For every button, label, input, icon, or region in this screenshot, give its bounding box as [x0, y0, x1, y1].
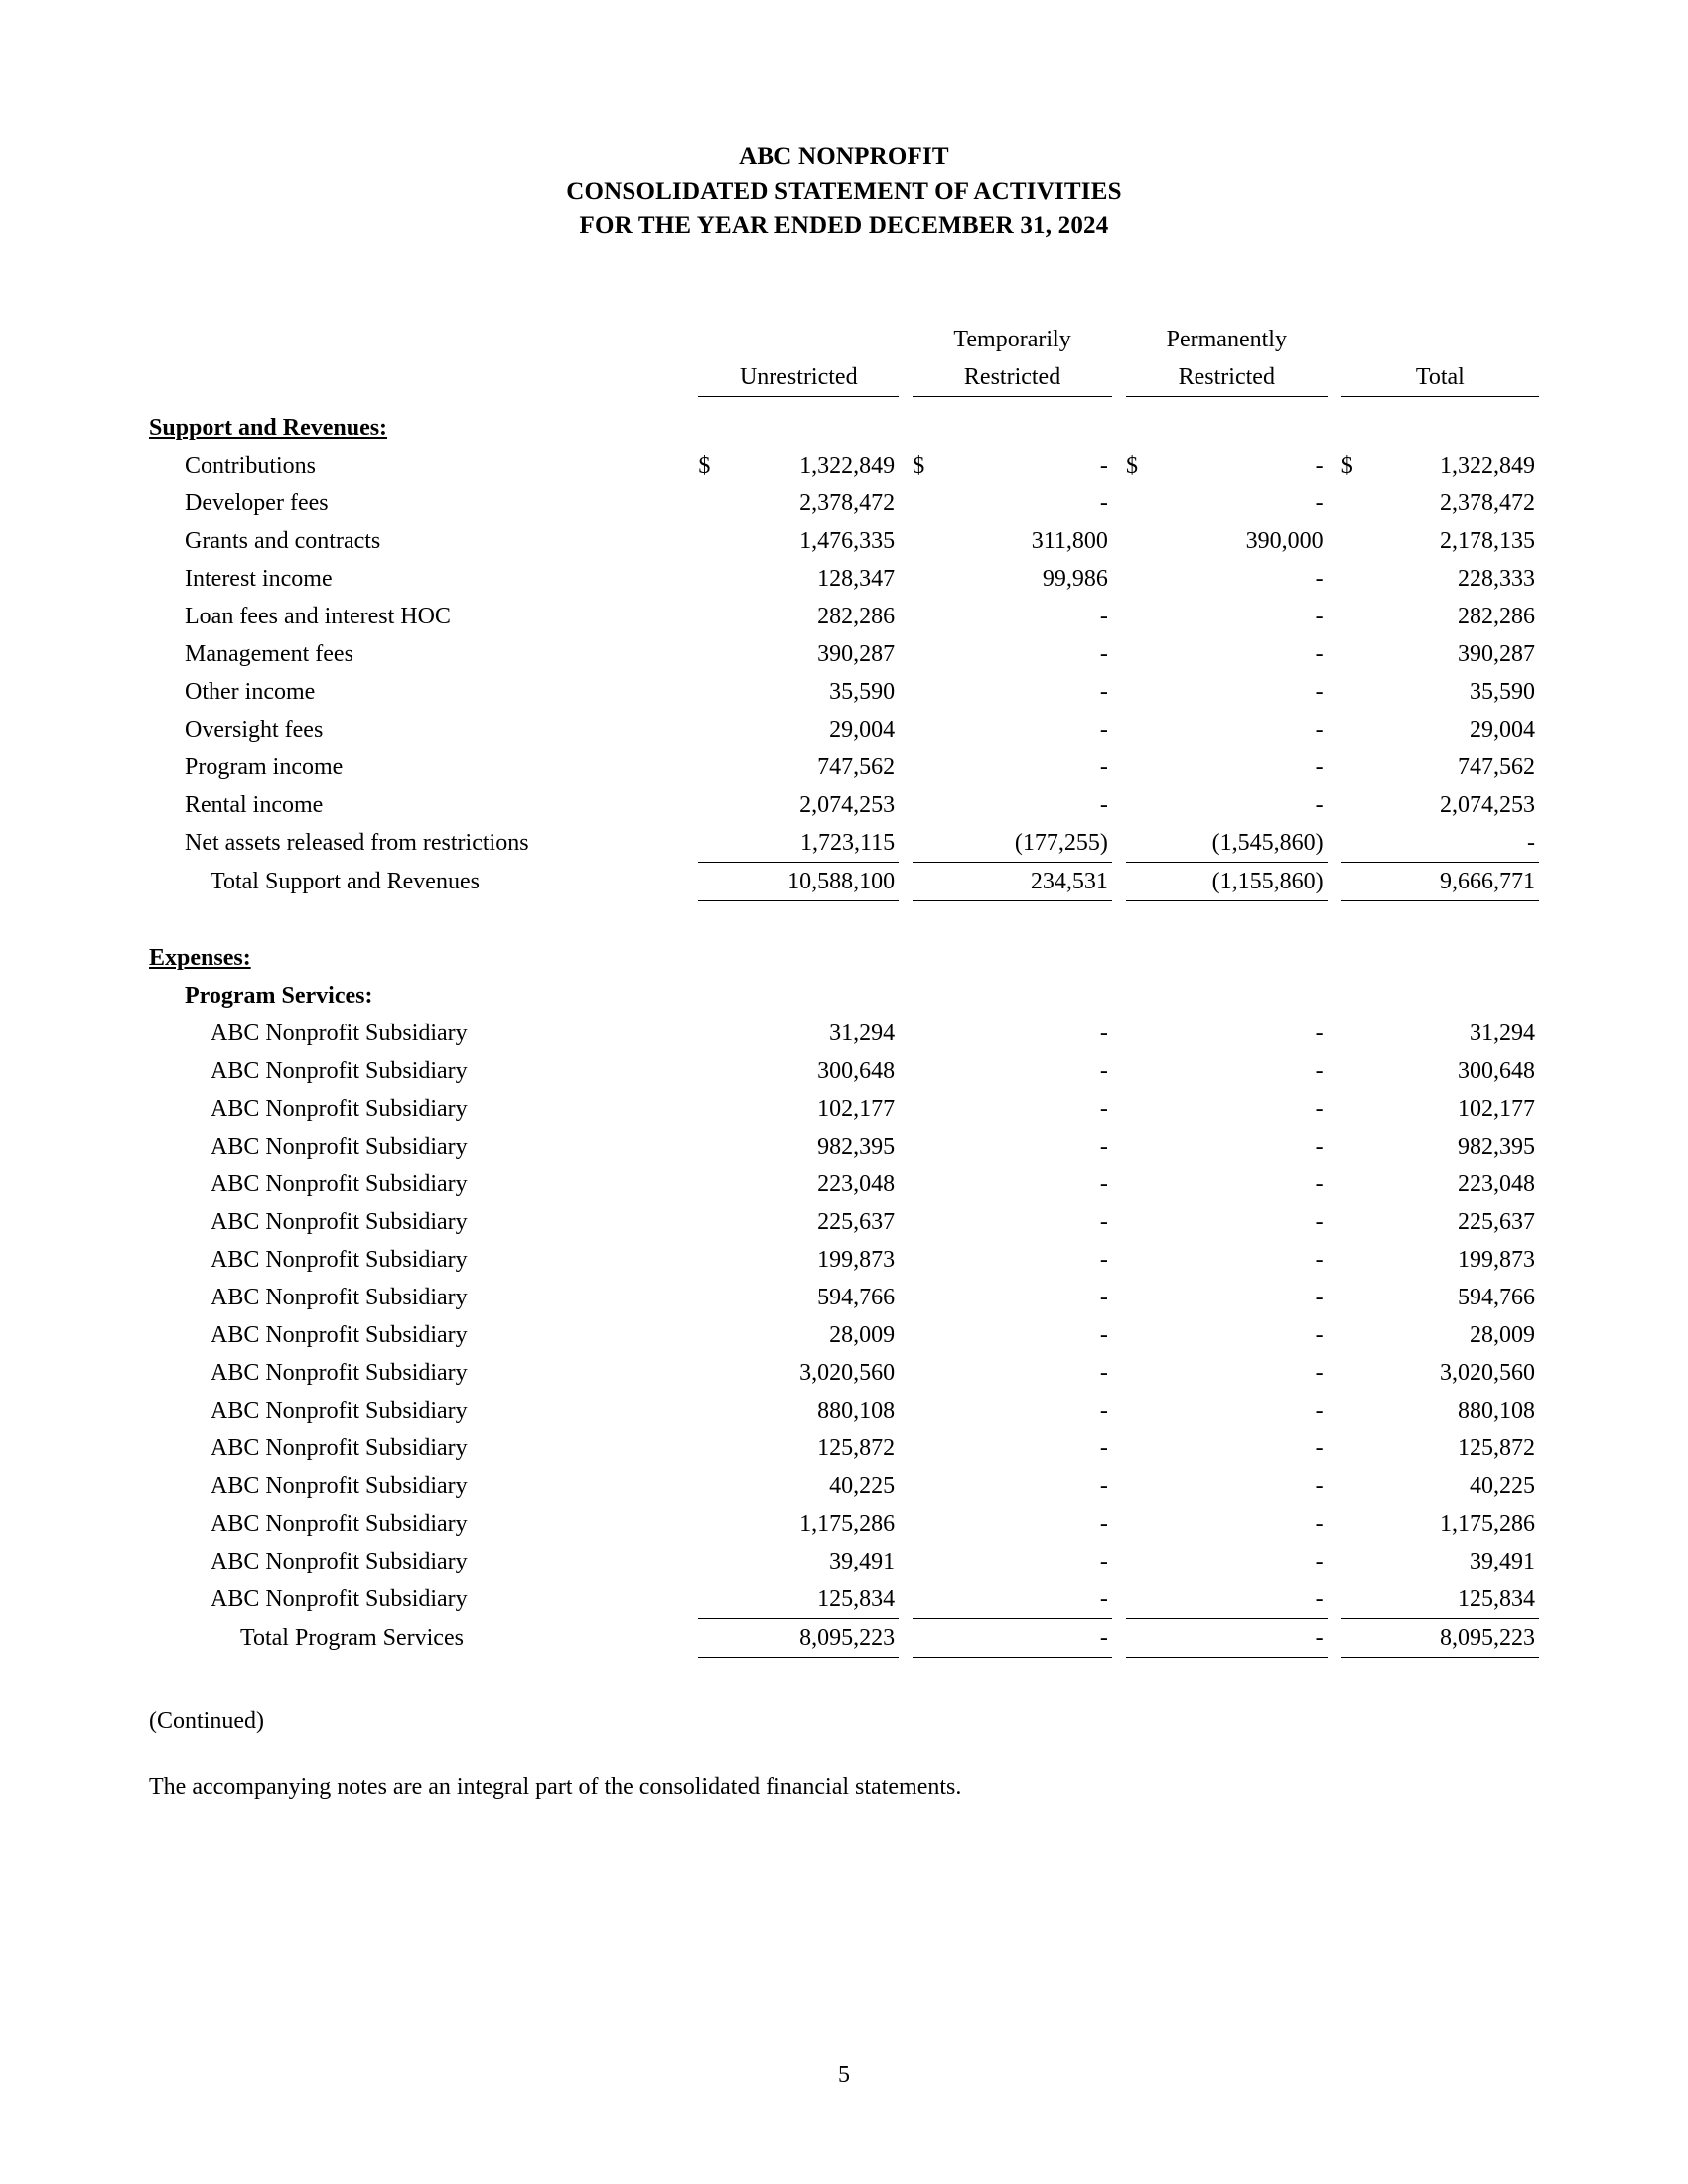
row-value-temporarily: -: [1099, 678, 1108, 705]
row-value-unrestricted: 125,834: [728, 1580, 899, 1619]
row-value-unrestricted: 28,009: [829, 1321, 896, 1348]
spacer: [149, 900, 1539, 927]
row-value-temporarily: -: [1099, 1472, 1108, 1499]
row-value-unrestricted: 282,286: [817, 603, 896, 629]
table-row: [149, 447, 1539, 484]
table-row: [149, 1052, 1539, 1090]
table-row: [149, 824, 1539, 863]
row-label: ABC Nonprofit Subsidiary: [211, 1548, 468, 1574]
table-row: [149, 1392, 1539, 1430]
row-value-total: 2,178,135: [1440, 527, 1535, 554]
row-value-permanently: -: [1315, 1548, 1324, 1574]
row-value-temporarily: -: [1099, 1284, 1108, 1310]
row-value-permanently: -: [1315, 1397, 1324, 1424]
row-value-temporarily: -: [1099, 1321, 1108, 1348]
row-label: Net assets released from restrictions: [185, 830, 529, 856]
table-row: [149, 1316, 1539, 1354]
row-value-permanently: -: [1315, 1284, 1324, 1310]
header-permanently-line1: Permanently: [1166, 327, 1287, 352]
row-value-total: 39,491: [1470, 1548, 1535, 1574]
row-value-unrestricted: 125,872: [817, 1434, 896, 1461]
title-line-3: FOR THE YEAR ENDED DECEMBER 31, 2024: [579, 212, 1109, 239]
row-value-permanently: -: [1315, 678, 1324, 705]
table-row: [149, 1279, 1539, 1316]
table-row: [149, 1015, 1539, 1052]
column-header-line2-row: [149, 358, 1539, 397]
table-row: [149, 598, 1539, 635]
header-unrestricted: Unrestricted: [698, 358, 899, 397]
table-row: [149, 635, 1539, 673]
row-label: ABC Nonprofit Subsidiary: [211, 1472, 468, 1499]
row-label: Developer fees: [185, 489, 329, 516]
row-value-unrestricted: 1,322,849: [799, 452, 896, 478]
table-row: [149, 1241, 1539, 1279]
total-value-temporarily: -: [942, 1618, 1112, 1657]
table-row: [149, 1203, 1539, 1241]
row-value-unrestricted: 35,590: [829, 678, 896, 705]
total-label: Total Program Services: [240, 1625, 464, 1651]
row-value-total: 300,648: [1458, 1057, 1535, 1084]
row-value-permanently: 390,000: [1245, 527, 1324, 554]
row-value-temporarily: 99,986: [1042, 565, 1108, 592]
row-label: ABC Nonprofit Subsidiary: [211, 1246, 468, 1273]
row-value-temporarily: (177,255): [942, 824, 1112, 863]
row-value-permanently: -: [1315, 1057, 1324, 1084]
row-label: Program income: [185, 753, 344, 780]
row-value-temporarily: -: [1099, 640, 1108, 667]
row-value-permanently: -: [1315, 753, 1324, 780]
row-value-temporarily: -: [1099, 1246, 1108, 1273]
row-value-permanently: -: [1315, 565, 1324, 592]
row-value-total: 199,873: [1458, 1246, 1535, 1273]
row-value-permanently: -: [1315, 640, 1324, 667]
row-label: ABC Nonprofit Subsidiary: [211, 1057, 468, 1084]
row-value-unrestricted: 594,766: [817, 1284, 896, 1310]
currency-symbol: $: [1125, 452, 1138, 478]
total-row: [149, 1618, 1539, 1657]
table-row: [149, 1165, 1539, 1203]
row-label: Grants and contracts: [185, 527, 381, 554]
row-value-permanently: -: [1315, 791, 1324, 818]
row-value-unrestricted: 2,074,253: [799, 791, 896, 818]
row-value-permanently: -: [1315, 716, 1324, 743]
row-value-permanently: (1,545,860): [1155, 824, 1327, 863]
row-value-total: 102,177: [1458, 1095, 1535, 1122]
table-row: [149, 1467, 1539, 1505]
row-value-temporarily: -: [1099, 1510, 1108, 1537]
total-value-unrestricted: 10,588,100: [728, 862, 899, 900]
header-total-line1: [1341, 321, 1539, 358]
row-value-temporarily: -: [1099, 1434, 1108, 1461]
currency-symbol: $: [698, 452, 711, 478]
table-row: [149, 1543, 1539, 1580]
row-value-permanently: -: [1315, 1359, 1324, 1386]
row-value-total: 228,333: [1458, 565, 1535, 592]
row-value-permanently: -: [1155, 1580, 1327, 1619]
row-value-permanently: -: [1315, 1208, 1324, 1235]
row-value-total: 225,637: [1458, 1208, 1535, 1235]
row-value-total: 3,020,560: [1440, 1359, 1535, 1386]
row-label: Oversight fees: [185, 716, 324, 743]
row-value-temporarily: -: [1099, 603, 1108, 629]
total-value-total: 8,095,223: [1370, 1618, 1539, 1657]
row-value-unrestricted: 300,648: [817, 1057, 896, 1084]
row-label: Management fees: [185, 640, 353, 667]
table-row: [149, 484, 1539, 522]
row-value-total: 2,378,472: [1440, 489, 1535, 516]
expenses-section-heading-row: [149, 927, 1539, 977]
total-value-total: 9,666,771: [1370, 862, 1539, 900]
table-row: [149, 711, 1539, 749]
table-row: [149, 786, 1539, 824]
row-value-unrestricted: 39,491: [829, 1548, 896, 1574]
row-value-temporarily: -: [1099, 1359, 1108, 1386]
row-value-total: 31,294: [1470, 1020, 1535, 1046]
row-value-permanently: -: [1315, 1170, 1324, 1197]
row-value-total: 223,048: [1458, 1170, 1535, 1197]
program-services-heading-row: [149, 977, 1539, 1015]
total-row: [149, 862, 1539, 900]
row-value-temporarily: -: [1099, 1548, 1108, 1574]
header-unrestricted-line1: [698, 321, 899, 358]
statement-of-activities-table: [149, 321, 1539, 1658]
row-value-total: 35,590: [1470, 678, 1535, 705]
support-section-heading-row: [149, 397, 1539, 447]
row-value-total: 40,225: [1470, 1472, 1535, 1499]
row-value-unrestricted: 880,108: [817, 1397, 896, 1424]
row-label: ABC Nonprofit Subsidiary: [211, 1284, 468, 1310]
row-value-unrestricted: 1,175,286: [799, 1510, 896, 1537]
row-value-temporarily: 311,800: [1031, 527, 1108, 554]
row-value-total: 1,175,286: [1440, 1510, 1535, 1537]
row-value-temporarily: -: [1099, 1208, 1108, 1235]
row-value-temporarily: -: [1099, 753, 1108, 780]
row-value-unrestricted: 982,395: [817, 1133, 896, 1160]
table-row: [149, 749, 1539, 786]
row-label: ABC Nonprofit Subsidiary: [211, 1321, 468, 1348]
row-value-temporarily: -: [1099, 791, 1108, 818]
currency-symbol: $: [1340, 452, 1353, 478]
total-value-permanently: (1,155,860): [1155, 862, 1327, 900]
expenses-section-heading: Expenses:: [149, 944, 251, 971]
header-permanently-restricted: Restricted: [1126, 358, 1328, 397]
row-value-total: 28,009: [1470, 1321, 1535, 1348]
row-value-temporarily: -: [1099, 716, 1108, 743]
row-label: ABC Nonprofit Subsidiary: [211, 1133, 468, 1160]
row-value-unrestricted: 223,048: [817, 1170, 896, 1197]
table-row: [149, 522, 1539, 560]
row-value-total: 2,074,253: [1440, 791, 1535, 818]
row-label: ABC Nonprofit Subsidiary: [211, 1208, 468, 1235]
row-value-temporarily: -: [1099, 489, 1108, 516]
table-row: [149, 673, 1539, 711]
row-label: Interest income: [185, 565, 333, 592]
row-value-total: 1,322,849: [1440, 452, 1535, 478]
row-value-unrestricted: 1,476,335: [799, 527, 896, 554]
row-value-unrestricted: 225,637: [817, 1208, 896, 1235]
row-value-total: 125,872: [1458, 1434, 1535, 1461]
row-value-total: -: [1370, 824, 1539, 863]
table-row: [149, 560, 1539, 598]
accompanying-notes-text: The accompanying notes are an integral part of the consolidated financial statements.: [149, 1773, 962, 1800]
table-row: [149, 1354, 1539, 1392]
row-value-temporarily: -: [1099, 1170, 1108, 1197]
row-value-unrestricted: 102,177: [817, 1095, 896, 1122]
row-label: Rental income: [185, 791, 324, 818]
row-label: Other income: [185, 678, 316, 705]
table-row: [149, 1580, 1539, 1619]
program-services-heading: Program Services:: [185, 982, 373, 1009]
row-value-permanently: -: [1315, 1020, 1324, 1046]
row-value-temporarily: -: [1099, 1057, 1108, 1084]
column-header-line1-row: [149, 321, 1539, 358]
row-value-unrestricted: 747,562: [817, 753, 896, 780]
total-value-permanently: -: [1155, 1618, 1327, 1657]
table-row: [149, 1128, 1539, 1165]
table-row: [149, 1505, 1539, 1543]
total-value-temporarily: 234,531: [942, 862, 1112, 900]
row-value-total: 29,004: [1470, 716, 1535, 743]
header-temporarily-line1: Temporarily: [953, 327, 1071, 352]
row-value-total: 282,286: [1458, 603, 1535, 629]
row-value-unrestricted: 128,347: [817, 565, 896, 592]
row-value-permanently: -: [1315, 1472, 1324, 1499]
row-value-permanently: -: [1315, 1246, 1324, 1273]
header-total: Total: [1341, 358, 1539, 397]
row-label: ABC Nonprofit Subsidiary: [211, 1434, 468, 1461]
row-value-temporarily: -: [942, 1580, 1112, 1619]
row-value-unrestricted: 2,378,472: [799, 489, 896, 516]
row-value-unrestricted: 3,020,560: [799, 1359, 896, 1386]
row-label: ABC Nonprofit Subsidiary: [211, 1510, 468, 1537]
row-value-temporarily: -: [1099, 1397, 1108, 1424]
document-title: [149, 139, 1539, 243]
row-value-permanently: -: [1315, 1133, 1324, 1160]
header-temporarily-restricted: Restricted: [913, 358, 1112, 397]
row-value-temporarily: -: [1099, 1095, 1108, 1122]
row-value-permanently: -: [1315, 1095, 1324, 1122]
row-value-total: 747,562: [1458, 753, 1535, 780]
title-line-1: ABC NONPROFIT: [739, 143, 949, 170]
row-value-total: 125,834: [1370, 1580, 1539, 1619]
header-blank-2: [149, 358, 698, 397]
row-label: Loan fees and interest HOC: [185, 603, 451, 629]
continued-note: (Continued): [149, 1707, 264, 1734]
row-value-permanently: -: [1315, 1321, 1324, 1348]
row-value-temporarily: -: [1099, 1020, 1108, 1046]
row-value-unrestricted: 29,004: [829, 716, 896, 743]
support-section-heading: Support and Revenues:: [149, 414, 388, 441]
row-value-permanently: -: [1315, 452, 1324, 478]
row-value-unrestricted: 31,294: [829, 1020, 896, 1046]
row-label: ABC Nonprofit Subsidiary: [211, 1095, 468, 1122]
row-label: ABC Nonprofit Subsidiary: [211, 1170, 468, 1197]
total-value-unrestricted: 8,095,223: [728, 1618, 899, 1657]
header-blank: [149, 321, 698, 358]
row-value-temporarily: -: [1099, 452, 1108, 478]
row-value-total: 880,108: [1458, 1397, 1535, 1424]
row-value-total: 982,395: [1458, 1133, 1535, 1160]
row-value-temporarily: -: [1099, 1133, 1108, 1160]
row-label: ABC Nonprofit Subsidiary: [211, 1020, 468, 1046]
row-value-permanently: -: [1315, 1434, 1324, 1461]
row-value-unrestricted: 1,723,115: [728, 824, 899, 863]
currency-symbol: $: [913, 452, 925, 478]
row-value-permanently: -: [1315, 603, 1324, 629]
row-value-permanently: -: [1315, 489, 1324, 516]
row-value-total: 594,766: [1458, 1284, 1535, 1310]
row-value-unrestricted: 40,225: [829, 1472, 896, 1499]
row-value-permanently: -: [1315, 1510, 1324, 1537]
row-label: ABC Nonprofit Subsidiary: [211, 1359, 468, 1386]
row-value-total: 390,287: [1458, 640, 1535, 667]
row-value-unrestricted: 199,873: [817, 1246, 896, 1273]
row-value-unrestricted: 390,287: [817, 640, 896, 667]
row-label: Contributions: [185, 452, 317, 478]
table-row: [149, 1090, 1539, 1128]
table-row: [149, 1430, 1539, 1467]
title-line-2: CONSOLIDATED STATEMENT OF ACTIVITIES: [566, 178, 1122, 205]
total-label: Total Support and Revenues: [211, 869, 480, 894]
footnotes: [149, 1702, 1539, 1807]
page-number: 5: [838, 2062, 850, 2088]
row-label: ABC Nonprofit Subsidiary: [211, 1586, 468, 1612]
row-label: ABC Nonprofit Subsidiary: [211, 1397, 468, 1424]
